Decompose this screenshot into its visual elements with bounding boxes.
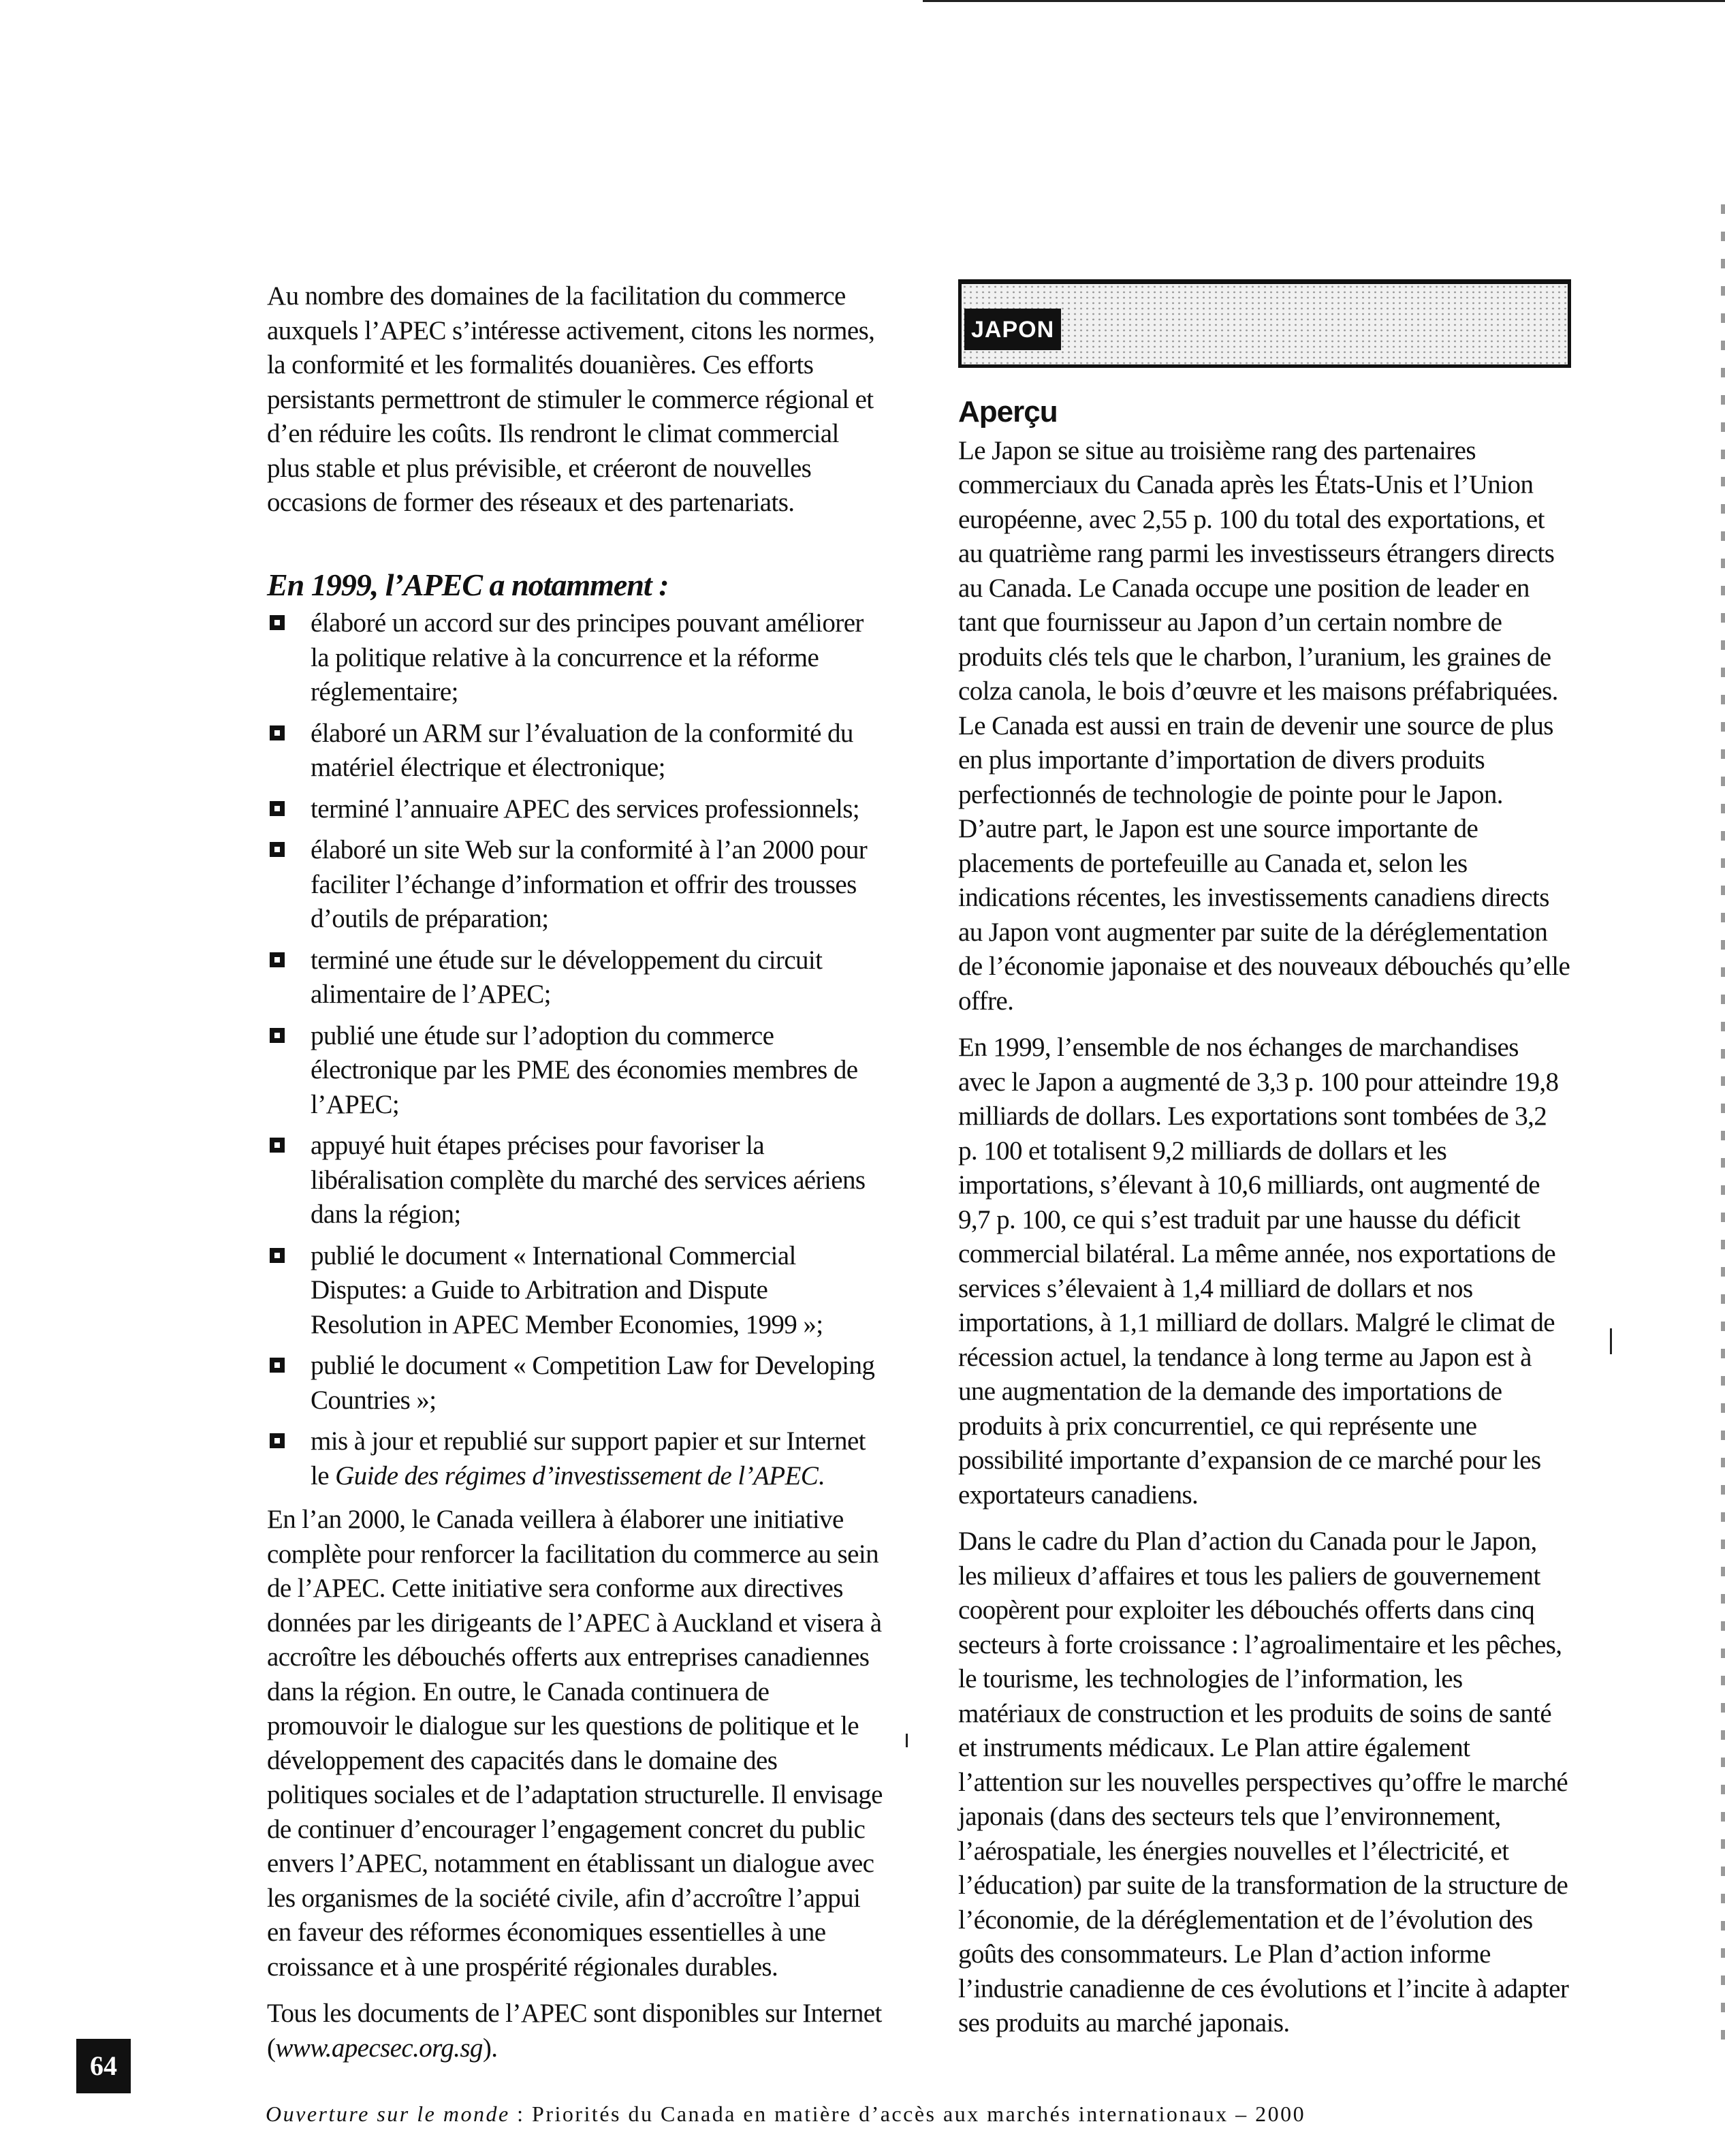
right-column [958, 279, 1571, 2053]
running-footer: Ouverture sur le monde : Priorités du Canada en matière d’accès aux marchés internationaux – 2000 [266, 2102, 1306, 2126]
list-item: publié le document « Competition Law for Developing Countries »; [267, 1349, 883, 1418]
scan-mark [1610, 1328, 1612, 1354]
list-item: terminé une étude sur le développement du circuit alimentaire de l’APEC; [267, 943, 883, 1012]
list-item: mis à jour et republié sur support papier et sur Internet le Guide des régimes d’investissement de l’APEC. [267, 1424, 883, 1493]
left-column [267, 279, 883, 2078]
overview-heading: Aperçu [958, 395, 1058, 428]
bullet-icon [270, 725, 285, 740]
achievements-list [267, 606, 883, 1493]
top-rule [923, 0, 1725, 2]
footer-title: Ouverture sur le monde [266, 2102, 510, 2126]
apec-url: www.apecsec.org.sg [275, 2033, 483, 2063]
list-item: élaboré un site Web sur la conformité à l’an 2000 pour faciliter l’échange d’information et offrir des trousses d’outils de préparation; [267, 833, 883, 937]
section-subheading: En 1999, l’APEC a notamment : [267, 567, 669, 602]
list-item: publié une étude sur l’adoption du commerce électronique par les PME des économies membres de l’APEC; [267, 1019, 883, 1123]
plan-2000-paragraph: En l’an 2000, le Canada veillera à élaborer une initiative complète pour renforcer la facilitation du commerce au sein de l’APEC. Cette initiative sera conforme aux directives données par les dirigeants de l’APEC à Auckland et visera à accroître les débouchés offerts aux entreprises canadiennes dans la région. En outre, le Canada continuera de promouvoir le dialogue sur les questions de politique et le développement des capacités dans le domaine des politiques sociales et de l’adaptation structurelle. Il envisage de continuer d’encourager l’engagement concret du public envers l’APEC, notamment en établissant un dialogue avec les organismes de la société civile, afin d’accroître l’appui en faveur des réformes économiques essentielles à une croissance et à une prospérité régionales durables. [267, 1505, 883, 1982]
overview-paragraph-2: En 1999, l’ensemble de nos échanges de marchandises avec le Japon a augmenté de 3,3 p. 100 pour atteindre 19,8 milliards de dollars. Les exportations sont tombées de 3,2 p. 100 et totalisent 9,2 milliards de dollars et les importations, s’élevant à 10,6 milliards, ont augmenté de 9,7 p. 100, ce qui s’est traduit par une hausse du déficit commercial bilatéral. La même année, nos exportations de services s’élevaient à 1,4 milliard de dollars et nos importations, à 1,1 milliard de dollars. Malgré le climat de récession actuel, la tendance à long terme au Japon est à une augmentation de la demande des importations de produits à prix concurrentiel, ce qui représente une possibilité importante d’expansion de ce marché pour les exportateurs canadiens. [958, 1033, 1559, 1510]
overview-paragraph-3: Dans le cadre du Plan d’action du Canada pour le Japon, les milieux d’affaires et tous les paliers de gouvernement coopèrent pour exploiter les débouchés offerts dans cinq secteurs à forte croissance : l’agroalimentaire et les pêches, le tourisme, les technologies de l’information, les matériaux de construction et les produits de soins de santé et instruments médicaux. Le Plan attire également l’attention sur les nouvelles perspectives qu’offre le marché japonais (dans des secteurs tels que l’environnement, l’aérospatiale, les énergies nouvelles et l’électricité, et l’éducation) par suite de la transformation de la structure de l’économie, de la déréglementation et de l’évolution des goûts des consommateurs. Le Plan d’action informe l’industrie canadienne de ces évolutions et l’incite à adapter ses produits au marché japonais. [958, 1527, 1569, 2037]
list-item: publié le document « International Commercial Disputes: a Guide to Arbitration and Dispute Resolution in APEC Member Economies, 1999 »; [267, 1239, 883, 1343]
list-item: élaboré un accord sur des principes pouvant améliorer la politique relative à la concurrence et la réforme réglementaire; [267, 606, 883, 710]
list-item: élaboré un ARM sur l’évaluation de la conformité du matériel électrique et électronique; [267, 717, 883, 785]
bullet-icon [270, 801, 285, 816]
scan-mark [906, 1734, 908, 1747]
country-label: JAPON [964, 309, 1061, 350]
bullet-icon [270, 842, 285, 857]
bullet-icon [270, 615, 285, 630]
documents-paragraph: Tous les documents de l’APEC sont disponibles sur Internet (www.apecsec.org.sg). [267, 1999, 882, 2063]
bullet-icon [270, 1358, 285, 1373]
bullet-icon [270, 1138, 285, 1153]
scan-edge-marks [1721, 204, 1725, 2044]
bullet-icon [270, 1433, 285, 1448]
bullet-icon [270, 1028, 285, 1043]
bullet-icon [270, 952, 285, 967]
page-number: 64 [76, 2039, 131, 2093]
list-item: appuyé huit étapes précises pour favoriser la libéralisation complète du marché des services aériens dans la région; [267, 1129, 883, 1232]
country-banner [958, 279, 1571, 368]
overview-paragraph-1: Le Japon se situe au troisième rang des partenaires commerciaux du Canada après les États-Unis et l’Union européenne, avec 2,55 p. 100 du total des exportations, et au quatrième rang parmi les investisseurs étrangers directs au Canada. Le Canada occupe une position de leader en tant que fournisseur au Japon d’un certain nombre de produits clés tels que le charbon, l’uranium, les graines de colza canola, le bois d’œuvre et les maisons préfabriquées. Le Canada est aussi en train de devenir une source de plus en plus importante d’importation de divers produits perfectionnés de technologie de pointe pour le Japon. D’autre part, le Japon est une source importante de placements de portefeuille au Canada et, selon les indications récentes, les investissements canadiens directs au Japon vont augmenter par suite de la déréglementation de l’économie japonaise et des nouveaux débouchés qu’elle offre. [958, 435, 1570, 1016]
bullet-icon [270, 1248, 285, 1263]
guide-title: Guide des régimes d’investissement de l’APEC [335, 1460, 819, 1490]
list-item: terminé l’annuaire APEC des services professionnels; [267, 792, 883, 827]
intro-paragraph: Au nombre des domaines de la facilitation du commerce auxquels l’APEC s’intéresse activement, citons les normes, la conformité et les formalités douanières. Ces efforts persistants permettront de stimuler le commerce régional et d’en réduire les coûts. Ils rendront le climat commercial plus stable et plus prévisible, et créeront de nouvelles occasions de former des réseaux et des partenariats. [267, 281, 875, 517]
